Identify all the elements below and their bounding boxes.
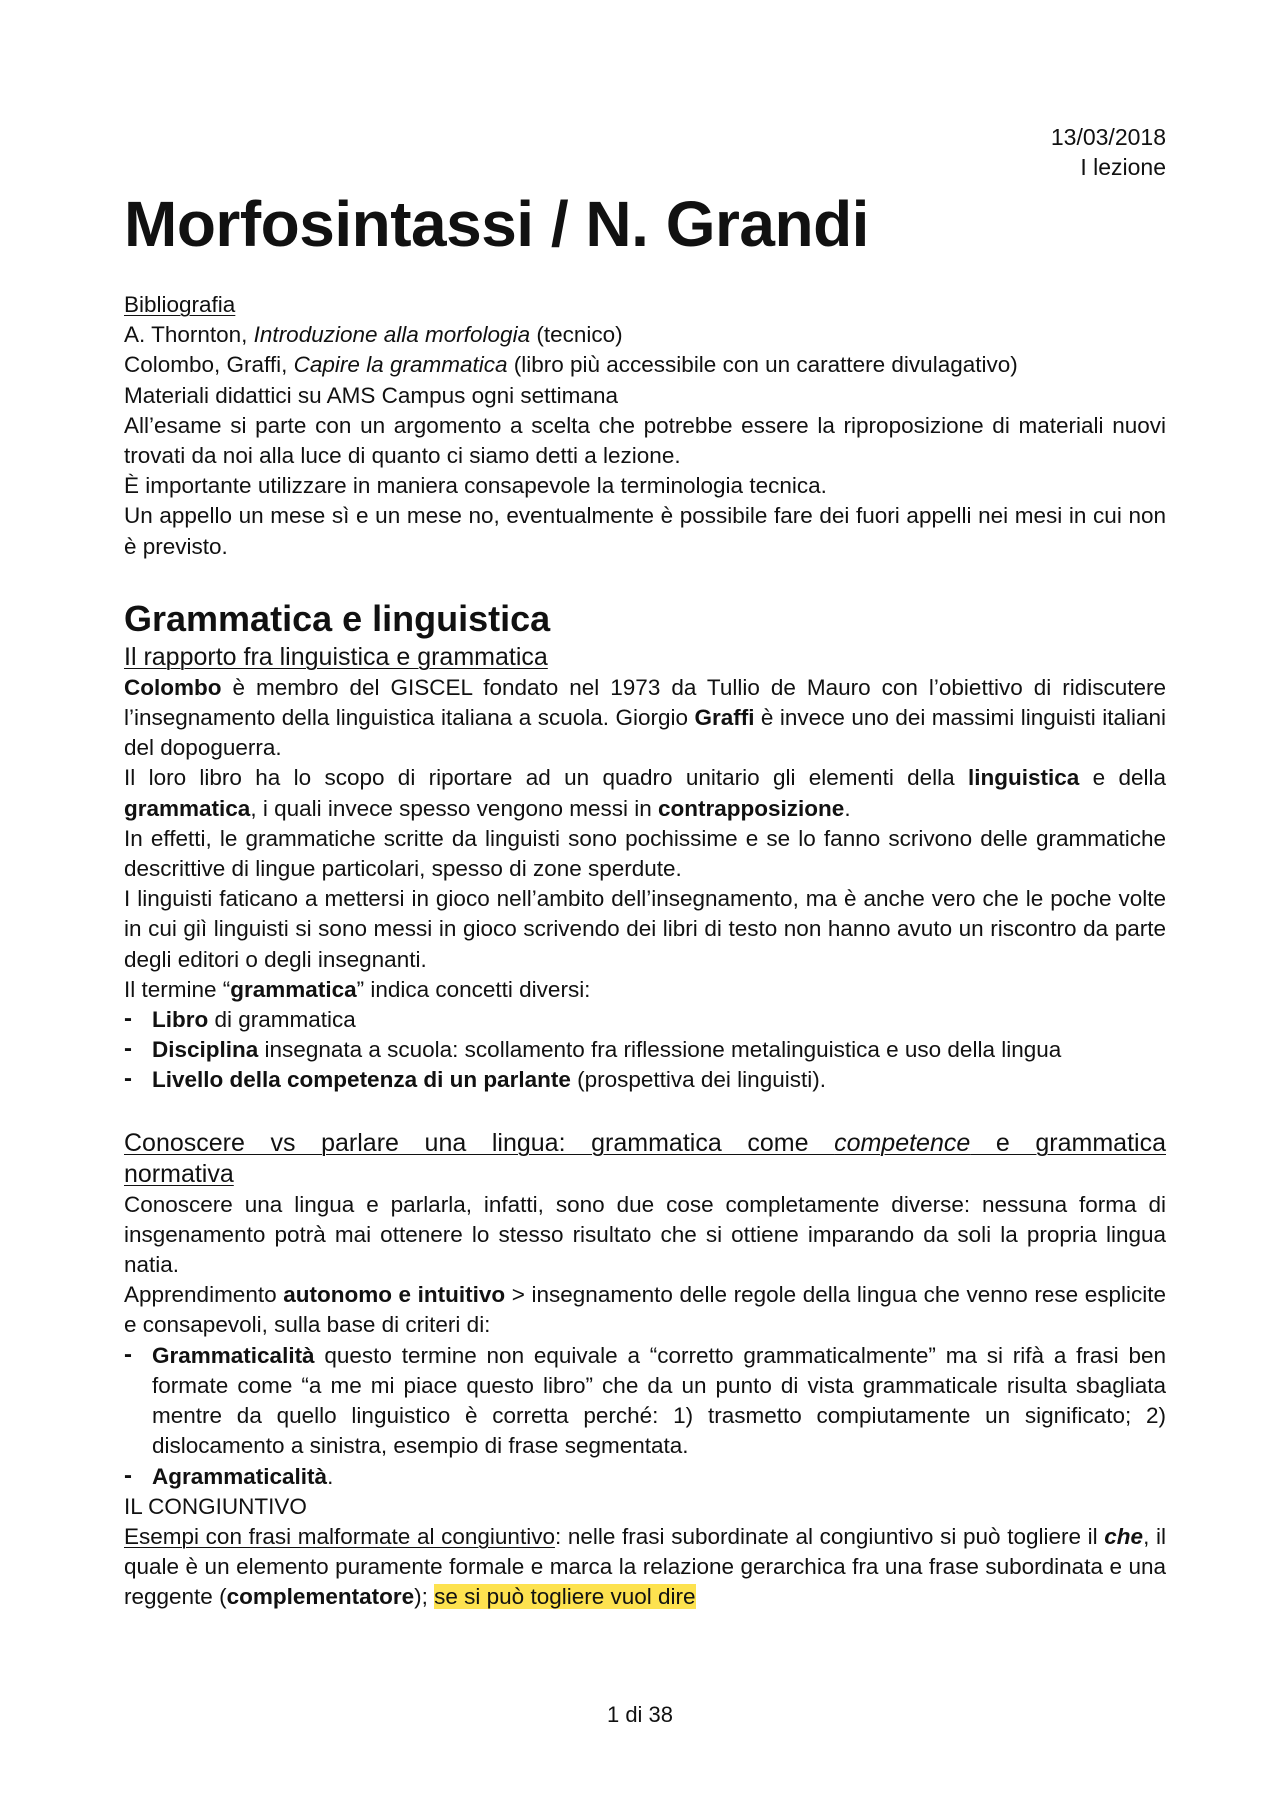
page-title: Morfosintassi / N. Grandi [124,188,869,260]
list-item: - Agrammaticalità. [124,1462,1166,1492]
paragraph-conoscere-parlare: Conoscere una lingua e parlarla, infatti, sono due cose completamente diverse: nessuna forma di insgenamento potrà mai ottenere lo stesso risultato che si ottiene imparando da soli la propria lingua natia. [124,1191,1166,1278]
bibliography-ref-thornton: A. Thornton, Introduzione alla morfologia (tecnico) [124,322,623,348]
document-body [124,290,1166,1613]
bibliography-heading: Bibliografia [124,292,236,317]
highlighted-text: se si può togliere vuol dire [434,1584,696,1610]
section-subtitle-conoscere-line2: normativa [124,1159,234,1188]
list-item: - Livello della competenza di un parlante (prospettiva dei linguisti). [124,1065,1166,1095]
criteria-list [124,1341,1166,1492]
list-item: - Grammaticalità questo termine non equivale a “corretto grammaticalmente” ma si rifà a frasi ben formate come “a me mi piace questo libro” che da un punto di vista grammaticale risulta sbagliata mentre da quello linguistico è corretta perché: 1) trasmetto compiutamente un significato; 2) dislocamento a sinistra, esempio di frase segmentata. [124,1341,1166,1462]
exam-paragraph: All’esame si parte con un argomento a scelta che potrebbe essere la riproposizione di materiali nuovi trovati da noi alla luce di quanto ci siamo detti a lezione. [124,412,1166,469]
paragraph-linguisti-insegnamento: I linguisti faticano a mettersi in gioco nell’ambito dell’insegnamento, ma è anche vero che le poche volte in cui giì linguisti si sono messi in gioco scrivendo dei libri di testo non hanno avuto un riscontro da parte degli editori o degli insegnanti. [124,886,1166,972]
section-subtitle-rapporto: Il rapporto fra linguistica e grammatica [124,642,548,671]
lecture-date: 13/03/2018 [1050,124,1166,150]
paragraph-libro-scopo: Il loro libro ha lo scopo di riportare ad un quadro unitario gli elementi della linguistica e della grammatica, i quali invece spesso vengono messi in contrapposizione. [124,765,1166,821]
section-spacer [124,1096,1166,1128]
bibliography-materials: Materiali didattici su AMS Campus ogni settimana [124,382,618,408]
lecture-number: I lezione [1080,154,1166,180]
paragraph-grammatiche-linguisti: In effetti, le grammatiche scritte da linguisti sono pochissime e se lo fanno scrivono delle grammatiche descrittive di lingue particolari, spesso di zone sperdute. [124,825,1166,882]
list-item: - Libro di grammatica [124,1005,1166,1035]
paragraph-termine-grammatica: Il termine “grammatica” indica concetti diversi: [124,976,591,1002]
grammatica-meanings-list [124,1005,1166,1096]
congiuntivo-label: IL CONGIUNTIVO [124,1493,307,1519]
terminology-paragraph: È importante utilizzare in maniera consapevole la terminologia tecnica. [124,473,827,499]
paragraph-colombo-graffi: Colombo è membro del GISCEL fondato nel 1973 da Tullio de Mauro con l’obiettivo di ridiscutere l’insegnamento della linguistica italiana a scuola. Giorgio Graffi è invece uno dei massimi linguisti italiani del dopoguerra. [124,674,1166,761]
appelli-paragraph: Un appello un mese sì e un mese no, eventualmente è possibile fare dei fuori appelli nei mesi in cui non è previsto. [124,503,1166,559]
page-number: 1 di 38 [606,1702,674,1727]
date-block [1051,122,1166,182]
bibliography-ref-colombo-graffi: Colombo, Graffi, Capire la grammatica (libro più accessibile con un carattere divulagativo) [124,352,1018,378]
section-title-grammatica-linguistica: Grammatica e linguistica [124,597,551,639]
list-item: - Disciplina insegnata a scuola: scollamento fra riflessione metalinguistica e uso della lingua [124,1035,1166,1065]
section-subtitle-conoscere-line1: Conoscere vs parlare una lingua: grammatica come competence e grammatica [124,1128,1166,1157]
paragraph-congiuntivo: Esempi con frasi malformate al congiuntivo: nelle frasi subordinate al congiuntivo si può togliere il che, il quale è un elemento puramente formale e marca la relazione gerarchica fra una frase subordinata e una reggente (complementatore); se si può togliere vuol dire [124,1523,1166,1610]
paragraph-apprendimento: Apprendimento autonomo e intuitivo > insegnamento delle regole della lingua che venno rese esplicite e consapevoli, sulla base di criteri di: [124,1282,1167,1338]
